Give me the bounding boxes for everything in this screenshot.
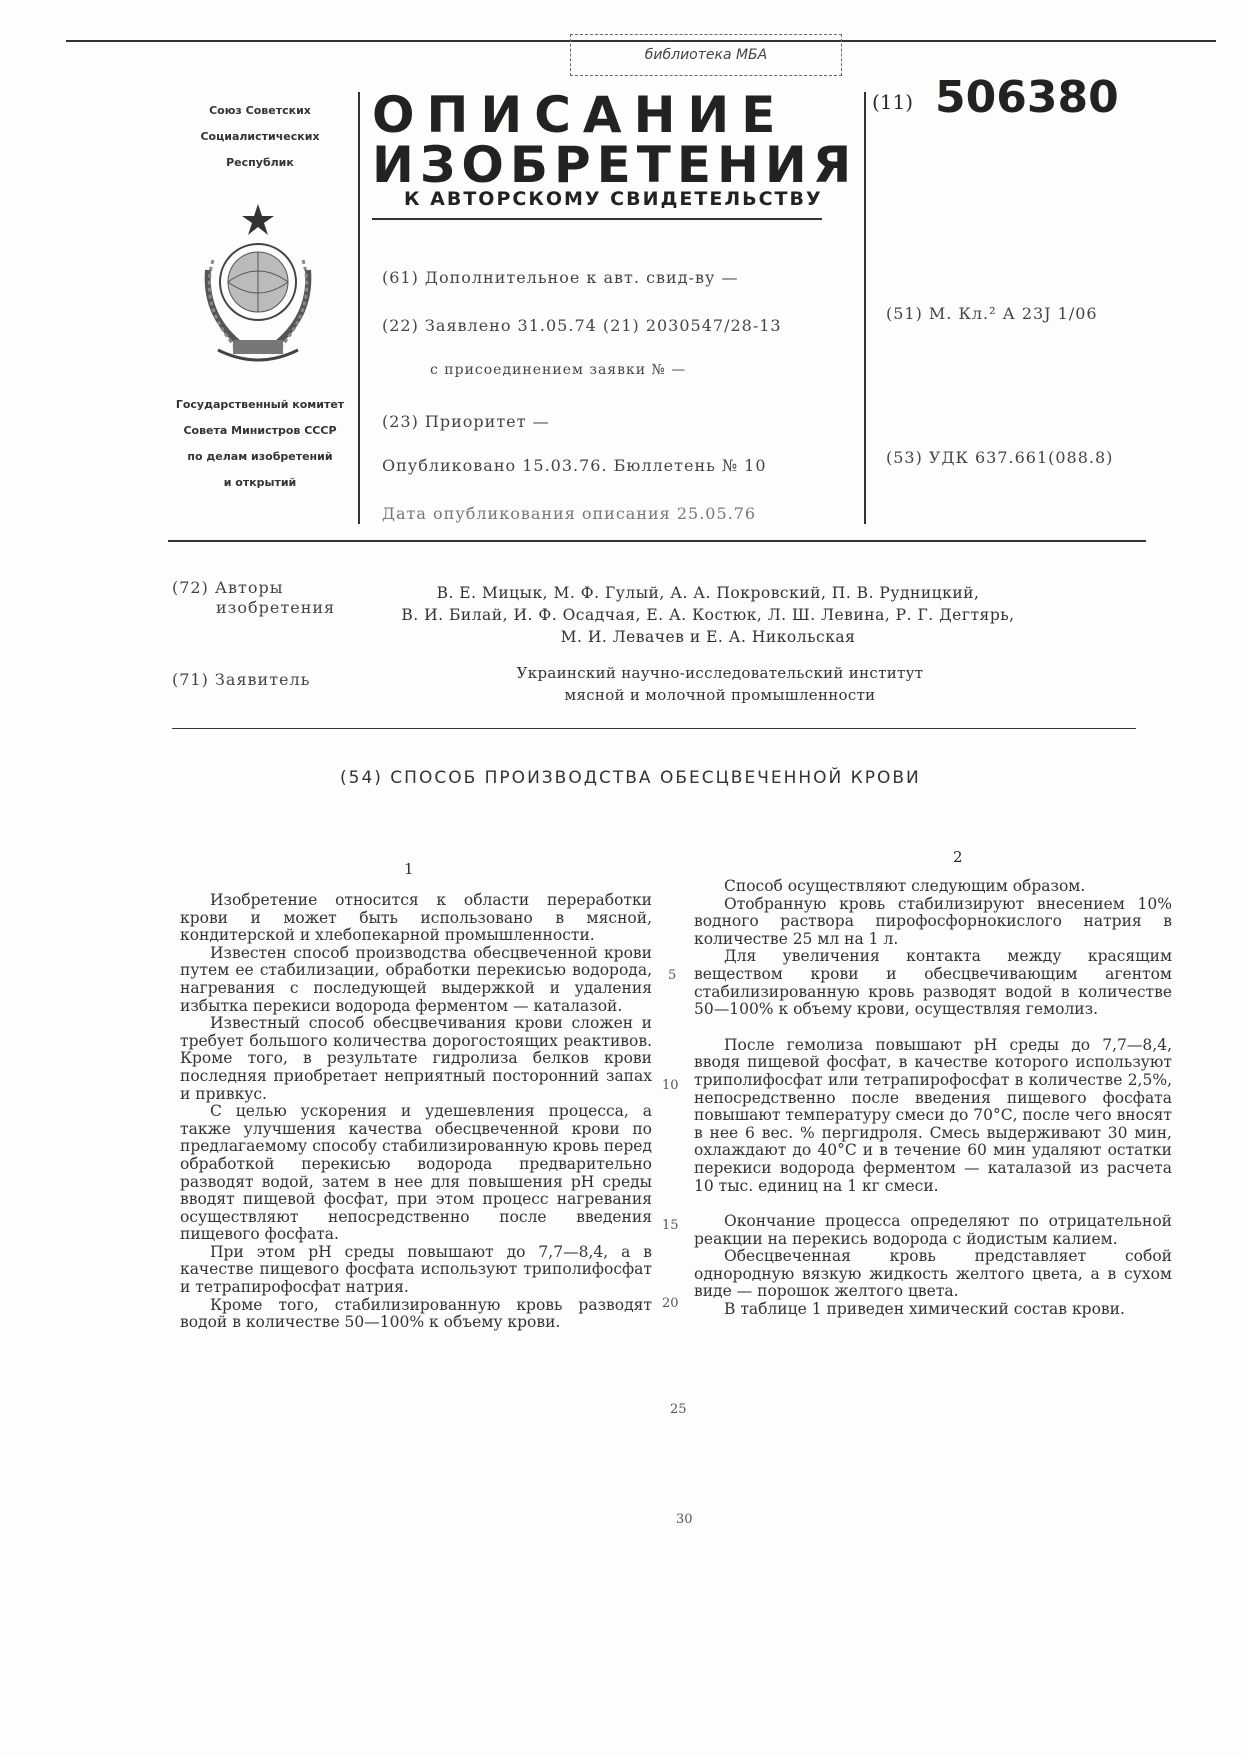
library-stamp: библиотека МБА xyxy=(570,34,842,76)
committee-block xyxy=(170,392,350,496)
column-number-2: 2 xyxy=(953,848,963,866)
col2-paragraph-5: Окончание процесса определяют по отрицательной реакции на перекись водорода с йодистым калием. xyxy=(694,1212,1172,1248)
vertical-rule-right xyxy=(864,92,866,524)
col2-paragraph-3: Для увеличения контакта между красящим веществом крови и обесцвечивающим агентом стабилизированную кровь разводят водой в количестве 50—100% к объему крови, осуществляя гемолиз. xyxy=(694,947,1172,1019)
line-number-5: 5 xyxy=(668,968,677,983)
committee-line-1: Государственный комитет xyxy=(175,398,345,411)
title-line-1: ОПИСАНИЕ xyxy=(372,86,788,144)
country-line-2: Социалистических xyxy=(200,130,320,143)
committee-line-3: по делам изобретений xyxy=(187,450,333,463)
col1-paragraph-6: Кроме того, стабилизированную кровь разводят водой в количестве 50—100% к объему крови. xyxy=(180,1295,652,1332)
col2-paragraph-2: Отобранную кровь стабилизируют внесением 10% водного раствора пирофосфорнокислого натрия в количестве 25 мл на 1 л. xyxy=(694,894,1172,948)
line-number-20: 20 xyxy=(662,1296,679,1311)
ussr-emblem-icon xyxy=(188,200,328,375)
field-published: Опубликовано 15.03.76. Бюллетень № 10 xyxy=(382,456,767,475)
field-51: (51) М. Кл.² А 23J 1/06 xyxy=(886,304,1098,323)
vertical-rule-left xyxy=(358,92,360,524)
patent-number-label: (11) xyxy=(872,90,914,114)
col1-paragraph-5: При этом pH среды повышают до 7,7—8,4, а в качестве пищевого фосфата используют триполифосфат и тетрапирофосфат натрия. xyxy=(180,1242,652,1297)
subtitle-rule xyxy=(372,218,822,220)
field-23: (23) Приоритет — xyxy=(382,412,550,431)
title-subtitle: К АВТОРСКОМУ СВИДЕТЕЛЬСТВУ xyxy=(404,188,823,210)
col2-paragraph-6: Обесцвеченная кровь представляет собой однородную вязкую жидкость желтого цвета, а в сухом виде — порошок желтого цвета. xyxy=(694,1247,1172,1301)
col2-paragraph-1: Способ осуществляют следующим образом. xyxy=(724,877,1086,895)
authors-list xyxy=(338,582,1078,648)
country-line-1: Союз Советских xyxy=(209,104,311,117)
country-block xyxy=(170,98,350,176)
line-number-30: 30 xyxy=(676,1512,693,1527)
applicant-rule xyxy=(172,728,1136,729)
applicant-label: (71) Заявитель xyxy=(172,670,311,689)
committee-line-4: и открытий xyxy=(223,476,297,489)
col1-paragraph-2: Известен способ производства обесцвеченной крови путем ее стабилизации, обработки перекисью водорода, нагревания с последующей выдержкой и удаления избытка перекиси водорода ферментом — каталазой. xyxy=(180,943,652,1015)
authors-line-2: В. И. Билай, И. Ф. Осадчая, Е. А. Костюк, Л. Ш. Левина, Р. Г. Дегтярь, xyxy=(401,606,1015,624)
col1-paragraph-4: С целью ускорения и удешевления процесса, а также улучшения качества обесцвеченной крови по предлагаемому способу стабилизированную кровь перед обработкой перекисью водорода предварительно разводят водой, затем в нее для повышения pH среды вводят пищевой фосфат, при этом процесс нагревания осуществляют непосредственно после введения пищевого фосфата. xyxy=(180,1102,652,1244)
column-2 xyxy=(694,878,1172,1319)
title-line-2: ИЗОБРЕТЕНИЯ xyxy=(372,136,858,194)
col1-paragraph-3: Известный способ обесцвечивания крови сложен и требует большого количества дорогостоящих реактивов. Кроме того, в результате гидролиза белков крови последняя приобретает неприятный посторонний запах и привкус. xyxy=(180,1014,652,1103)
applicant-line-1: Украинский научно-исследовательский институт xyxy=(516,664,924,682)
line-number-15: 15 xyxy=(662,1218,679,1233)
authors-label-1: (72) Авторы xyxy=(172,578,284,597)
header-bottom-rule xyxy=(168,540,1146,542)
col2-paragraph-7: В таблице 1 приведен химический состав крови. xyxy=(724,1300,1125,1319)
field-53: (53) УДК 637.661(088.8) xyxy=(886,448,1114,467)
authors-line-1: В. Е. Мицык, М. Ф. Гулый, А. А. Покровский, П. В. Рудницкий, xyxy=(436,584,980,602)
col1-paragraph-1: Изобретение относится к области переработки крови и может быть использовано в мясной, кондитерской и хлебопекарной промышленности. xyxy=(180,891,652,945)
line-number-25: 25 xyxy=(670,1402,687,1417)
authors-line-3: М. И. Левачев и Е. А. Никольская xyxy=(560,628,856,646)
field-join: с присоединением заявки № — xyxy=(430,362,687,378)
applicant-name xyxy=(430,662,1010,706)
column-1 xyxy=(180,892,652,1332)
country-line-3: Республик xyxy=(226,156,294,169)
column-number-1: 1 xyxy=(404,860,414,878)
field-description-date: Дата опубликования описания 25.05.76 xyxy=(382,504,757,523)
applicant-line-2: мясной и молочной промышленности xyxy=(564,686,876,704)
field-61: (61) Дополнительное к авт. свид-ву — xyxy=(382,268,739,287)
invention-title: (54) СПОСОБ ПРОИЗВОДСТВА ОБЕСЦВЕЧЕННОЙ КРОВИ xyxy=(340,768,921,788)
line-number-10: 10 xyxy=(662,1078,679,1093)
patent-number: 506380 xyxy=(935,72,1119,123)
committee-line-2: Совета Министров СССР xyxy=(183,424,337,437)
col2-paragraph-4: После гемолиза повышают pH среды до 7,7—8,4, вводя пищевой фосфат, в качестве которого используют триполифосфат или тетрапирофосфат в количестве 2,5%, непосредственно после введения пищевого фосфата повышают температуру смеси до 70°С, после чего вносят в нее 6 вес. % пергидроля. Смесь выдерживают 30 мин, охлаждают до 40°С и в течение 60 мин удаляют остатки перекиси водорода ферментом — каталазой из расчета 10 тыс. единиц на 1 кг смеси. xyxy=(694,1035,1172,1195)
authors-label-2: изобретения xyxy=(216,598,336,617)
field-22: (22) Заявлено 31.05.74 (21) 2030547/28-13 xyxy=(382,316,782,335)
